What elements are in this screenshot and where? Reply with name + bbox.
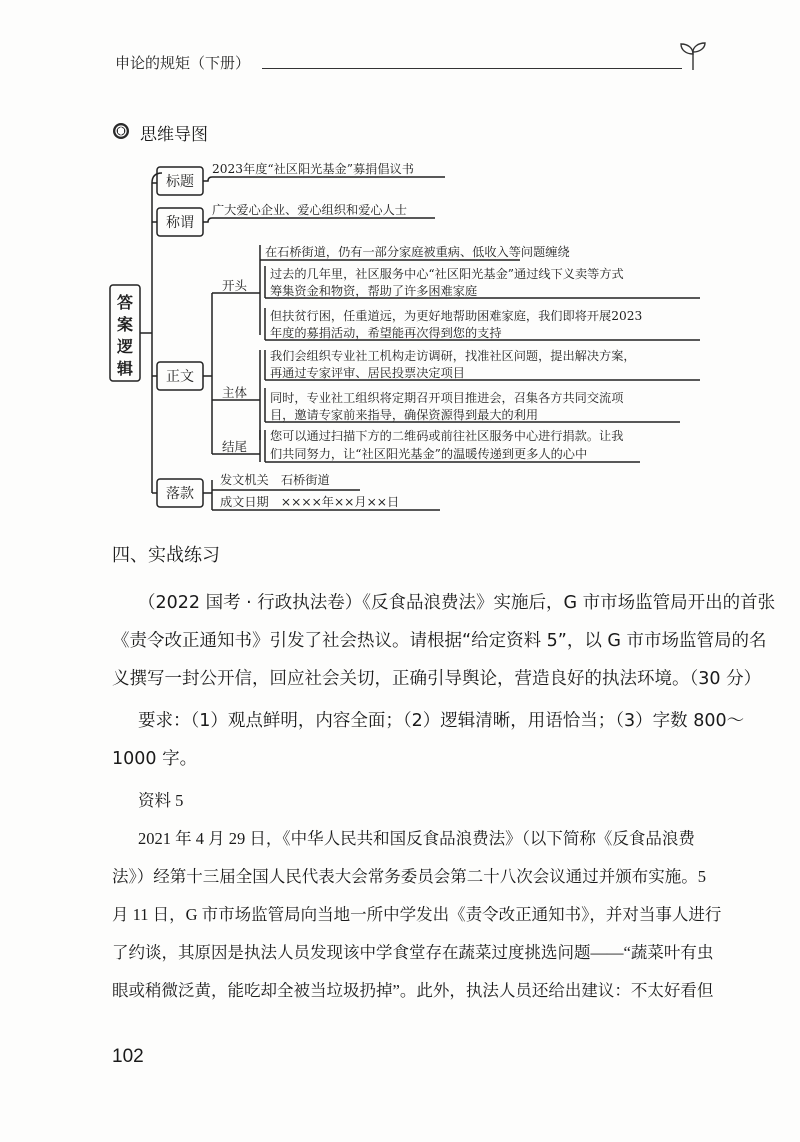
header-rule — [262, 68, 682, 69]
branch-title-label: 标题 — [166, 174, 194, 190]
material-line-1: 2021 年 4 月 29 日，《中华人民共和国反食品浪费法》（以下简称《反食品浪费 — [138, 829, 695, 848]
opening-item-3-line1: 但扶贫行困，任重道远，为更好地帮助困难家庭，我们即将开展2023 — [270, 309, 643, 323]
main-label: 主体 — [222, 385, 248, 400]
ending-label: 结尾 — [222, 439, 248, 454]
opening-item-3-line2: 年度的募捐活动，希望能再次得到您的支持 — [270, 326, 502, 340]
opening-item-2-line1: 过去的几年里，社区服务中心“社区阳光基金”通过线下义卖等方式 — [270, 267, 624, 281]
question-line-2: 《责令改正通知书》引发了社会热议。请根据“给定资料 5”，以 G 市市场监管局的名 — [112, 631, 767, 651]
mindmap-section-icon — [112, 122, 130, 140]
root-char-1: 答 — [116, 293, 134, 312]
mindmap-diagram — [100, 150, 700, 530]
opening-label: 开头 — [222, 278, 248, 293]
material-line-2: 法》）经第十三届全国人民代表大会常务委员会第二十八次会议通过并颁布实施。5 — [112, 867, 706, 886]
requirement-line-2: 1000 字。 — [112, 749, 198, 769]
root-char-3: 逻 — [116, 337, 134, 356]
branch-body-label: 正文 — [166, 369, 194, 385]
main-item-1-line2: 再通过专家评审、居民投票决定项目 — [270, 366, 465, 380]
mindmap-section-title: 思维导图 — [140, 125, 208, 145]
practice-heading: 四、实战练习 — [112, 545, 220, 566]
ending-item-line1: 您可以通过扫描下方的二维码或前往社区服务中心进行捐款。让我 — [270, 429, 624, 443]
opening-item-2-line2: 筹集资金和物资，帮助了许多困难家庭 — [270, 284, 478, 298]
main-item-2-line1: 同时，专业社工组织将定期召开项目推进会，召集各方共同交流项 — [270, 391, 624, 405]
question-line-1: （2022 国考 · 行政执法卷）《反食品浪费法》实施后，G 市市场监管局开出的首张 — [138, 593, 776, 613]
root-char-4: 辑 — [116, 359, 134, 378]
root-char-2: 案 — [116, 315, 134, 334]
material-line-5: 眼或稍微泛黄，能吃却全被当垃圾扔掉”。此外，执法人员还给出建议：不太好看但 — [112, 981, 714, 1000]
sign-date: 成文日期 ××××年××月××日 — [220, 495, 400, 509]
page-number: 102 — [112, 1046, 144, 1067]
branch-sign-label: 落款 — [166, 486, 194, 502]
running-header-title: 申论的规矩（下册） — [115, 54, 251, 72]
question-line-3: 义撰写一封公开信，回应社会关切，正确引导舆论，营造良好的执法环境。（30 分） — [112, 669, 762, 689]
material-line-3: 月 11 日，G 市市场监管局向当地一所中学发出《责令改正通知书》，并对当事人进行 — [112, 905, 722, 924]
branch-addressee-label: 称谓 — [166, 215, 194, 231]
opening-item-1: 在石桥街道，仍有一部分家庭被重病、低收入等问题缠绕 — [265, 245, 570, 259]
material-title: 资料 5 — [138, 791, 184, 810]
main-item-2-line2: 目，邀请专家前来指导，确保资源得到最大的利用 — [270, 408, 539, 422]
ending-item-line2: 们共同努力，让“社区阳光基金”的温暖传递到更多人的心中 — [270, 447, 588, 461]
title-text: 2023年度“社区阳光基金”募捐倡议书 — [212, 162, 414, 176]
material-line-4: 了约谈，其原因是执法人员发现该中学食堂存在蔬菜过度挑选问题——“蔬菜叶有虫 — [112, 943, 714, 962]
main-item-1-line1: 我们会组织专业社工机构走访调研，找准社区问题，提出解决方案， — [270, 349, 636, 363]
sprout-icon — [678, 40, 708, 72]
sign-issuer: 发文机关 石桥街道 — [220, 473, 330, 487]
requirement-line-1: 要求：（1）观点鲜明，内容全面；（2）逻辑清晰，用语恰当；（3）字数 800～ — [138, 711, 745, 731]
addressee-text: 广大爱心企业、爱心组织和爱心人士 — [212, 203, 407, 217]
